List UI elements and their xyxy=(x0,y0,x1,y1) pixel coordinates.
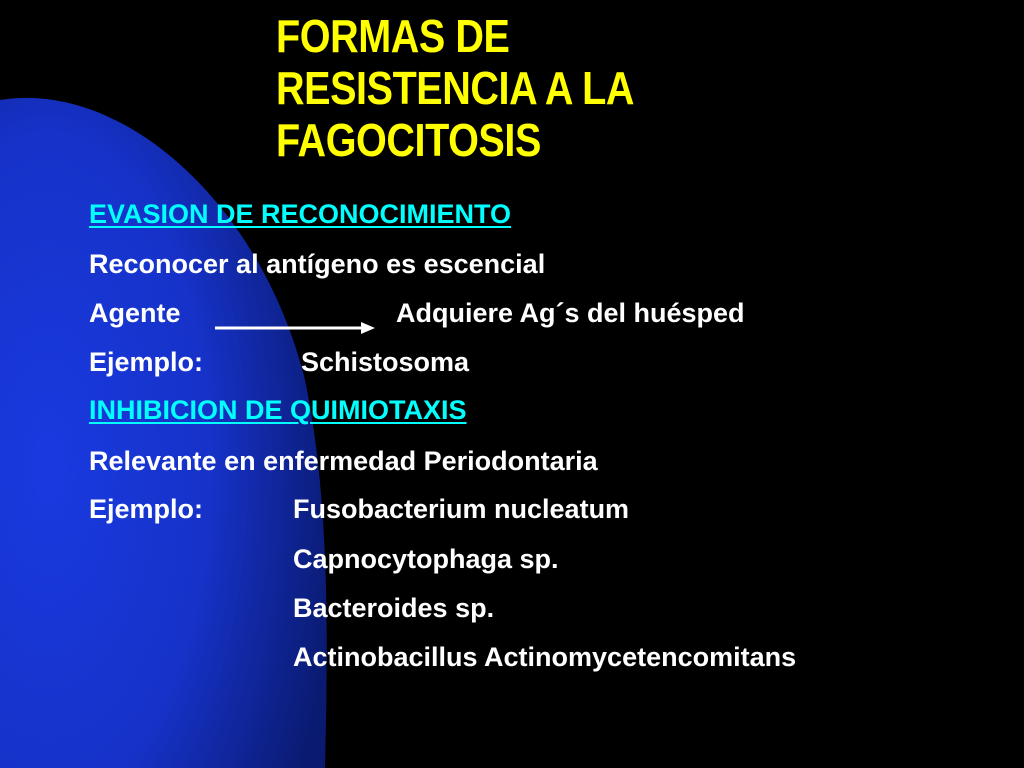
example-item-bacteroides: Bacteroides sp. xyxy=(293,593,495,623)
example-item-capnocytophaga: Capnocytophaga sp. xyxy=(293,544,559,574)
title-line-2: RESISTENCIA A LA xyxy=(276,62,634,114)
arrow-icon xyxy=(213,316,383,340)
example-row-1 xyxy=(89,346,470,378)
section-heading-evasion: EVASION DE RECONOCIMIENTO xyxy=(89,199,512,229)
title-line-1: FORMAS DE xyxy=(276,10,510,62)
example-value-schistosoma: Schistosoma xyxy=(301,347,470,377)
agent-row xyxy=(89,297,745,329)
example-item-actinobacillus: Actinobacillus Actinomycetencomitans xyxy=(293,642,797,672)
example-label-1: Ejemplo: xyxy=(89,347,204,377)
example-label-2: Ejemplo: xyxy=(89,494,204,524)
title-line-3: FAGOCITOSIS xyxy=(276,114,541,166)
section-heading-inhibicion: INHIBICION DE QUIMIOTAXIS xyxy=(89,395,467,425)
example-row-2 xyxy=(89,493,630,525)
agent-value: Adquiere Ag´s del huésped xyxy=(396,298,745,328)
slide-title xyxy=(276,10,634,166)
recognition-line: Reconocer al antígeno es escencial xyxy=(89,249,546,279)
periodontal-line: Relevante en enfermedad Periodontaria xyxy=(89,446,598,476)
agent-label: Agente xyxy=(89,298,181,328)
example-item-fusobacterium: Fusobacterium nucleatum xyxy=(293,494,630,524)
